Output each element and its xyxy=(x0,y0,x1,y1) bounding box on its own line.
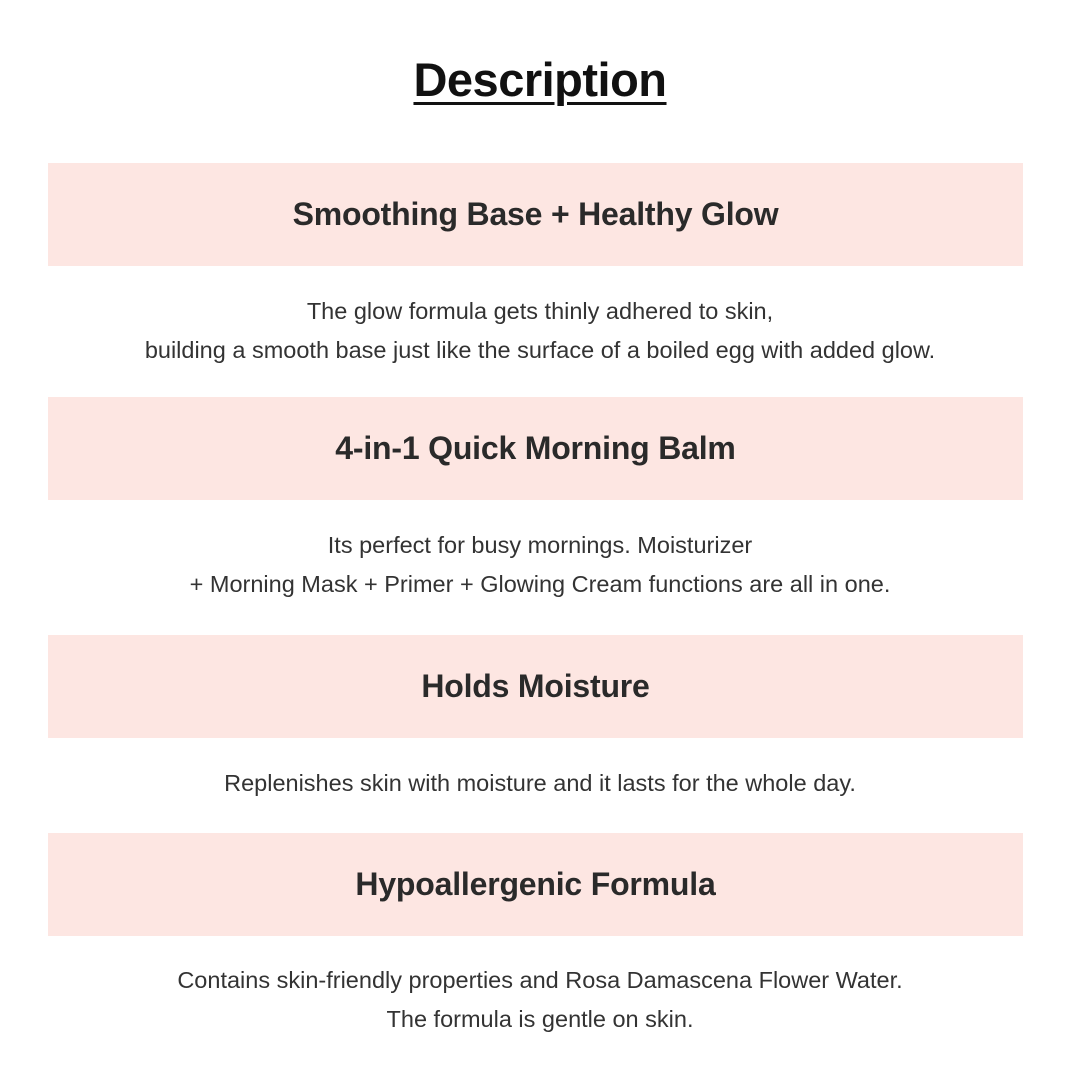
section-heading-band xyxy=(48,635,1023,738)
page-title: Description xyxy=(413,53,667,106)
section-heading: 4-in-1 Quick Morning Balm xyxy=(335,430,736,466)
description-line: Its perfect for busy mornings. Moisturizer xyxy=(327,532,753,558)
section-description xyxy=(0,526,1080,604)
section-heading-band xyxy=(48,833,1023,936)
section-heading: Hypoallergenic Formula xyxy=(355,866,716,902)
section-description xyxy=(0,292,1080,370)
description-line: building a smooth base just like the surface of a boiled egg with added glow. xyxy=(144,337,936,363)
description-line: The formula is gentle on skin. xyxy=(386,1006,694,1032)
section-description xyxy=(0,764,1080,803)
section-heading-band xyxy=(48,397,1023,500)
description-line: Replenishes skin with moisture and it lasts for the whole day. xyxy=(224,770,856,796)
description-line: Contains skin-friendly properties and Rosa Damascena Flower Water. xyxy=(177,967,903,993)
description-line: The glow formula gets thinly adhered to skin, xyxy=(306,298,774,324)
section-description xyxy=(0,961,1080,1039)
description-line: + Morning Mask + Primer + Glowing Cream functions are all in one. xyxy=(189,571,891,597)
section-heading: Holds Moisture xyxy=(421,668,650,704)
section-heading: Smoothing Base + Healthy Glow xyxy=(292,196,779,232)
section-heading-band xyxy=(48,163,1023,266)
